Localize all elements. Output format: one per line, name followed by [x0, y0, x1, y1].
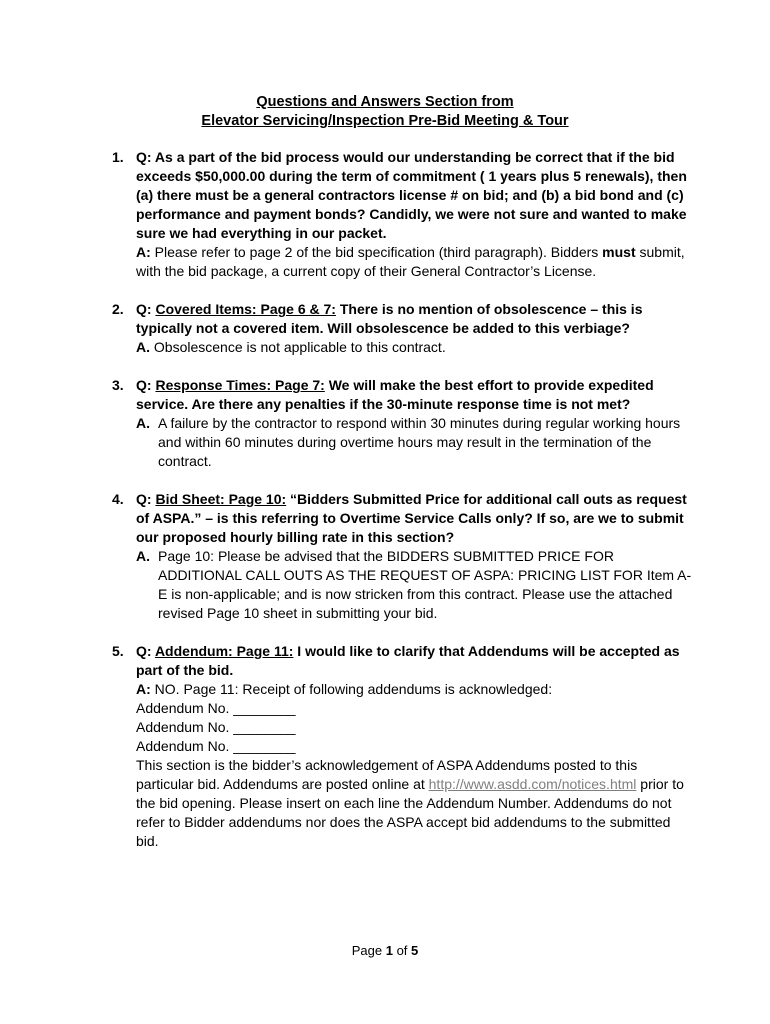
- answer-label: A:: [136, 244, 151, 260]
- question-prefix: Q:: [136, 643, 152, 659]
- answer-body: Obsolescence is not applicable to this contract.: [150, 339, 446, 355]
- doc-title-line1: Questions and Answers Section from: [256, 94, 514, 110]
- qa-item-2: [112, 300, 692, 357]
- question-prefix: Q:: [136, 301, 152, 317]
- qa-item-3: [112, 376, 692, 471]
- answer-label: A:: [136, 681, 151, 697]
- doc-title-line2: Elevator Servicing/Inspection Pre-Bid Meeting & Tour: [201, 113, 569, 129]
- question-reference: Bid Sheet: Page 10:: [155, 491, 287, 507]
- answer-body: Page 10: Please be advised that the BIDDERS SUBMITTED PRICE FOR ADDITIONAL CALL OUTS AS THE REQUEST OF ASPA: PRICING LIST FOR Item A-E is non-applicable; and is now stricken from this contract. Please use the attached revised Page 10 sheet in submitting your bid.: [158, 548, 692, 621]
- answer-label: A.: [136, 548, 150, 564]
- question-text: [136, 148, 692, 243]
- item-number: 2.: [112, 301, 124, 317]
- question-body: “Bidders Submitted Price for additional call outs as request of ASPA.” – is this referring to Overtime Service Calls only? If so, are we to submit our proposed hourly billing rate in this section?: [136, 491, 687, 545]
- answer-text: [136, 414, 692, 471]
- item-number: 3.: [112, 377, 124, 393]
- addendum-line: Addendum No. ________: [136, 700, 296, 716]
- answer-label: A.: [136, 415, 150, 431]
- item-number: 1.: [112, 149, 124, 165]
- answer-body-2: submit, with the bid package, a current copy of their General Contractor’s License.: [136, 244, 685, 279]
- note-text-2: prior to the bid opening. Please insert on each line the Addendum Number. Addendums do not refer to Bidder addendums nor does the ASPA accept bid addendums to the submitted bid.: [136, 776, 684, 849]
- page-label: Page: [351, 943, 386, 958]
- page-total: 5: [411, 943, 419, 958]
- qa-item-4: [112, 490, 692, 623]
- addendum-line: Addendum No. ________: [136, 719, 296, 735]
- question-body: We will make the best effort to provide expedited service. Are there any penalties if the 30-minute response time is not met?: [136, 377, 654, 412]
- addendum-note: [136, 756, 692, 851]
- qa-item-5: [112, 642, 692, 851]
- question-prefix: Q:: [136, 149, 152, 165]
- page-footer: [0, 943, 770, 959]
- qa-list: [112, 148, 692, 870]
- notices-link[interactable]: http://www.asdd.com/notices.html: [428, 776, 637, 792]
- question-reference: Covered Items: Page 6 & 7:: [155, 301, 336, 317]
- answer-body-1: Please refer to page 2 of the bid specification (third paragraph). Bidders: [150, 244, 603, 260]
- answer-text: [136, 338, 692, 357]
- answer-bold: must: [602, 244, 636, 260]
- addendum-line: Addendum No. ________: [136, 738, 296, 754]
- question-text: [136, 642, 692, 680]
- page-of: of: [392, 943, 412, 958]
- question-text: [136, 300, 692, 338]
- question-prefix: Q:: [136, 377, 152, 393]
- question-prefix: Q:: [136, 491, 152, 507]
- item-number: 4.: [112, 491, 124, 507]
- answer-text: [136, 680, 692, 699]
- question-body: As a part of the bid process would our understanding be correct that if the bid exceeds $50,000.00 during the term of commitment ( 1 years plus 5 renewals), then (a) there must be a general contractors license # on bid; and (b) a bid bond and (c) performance and payment bonds? Candidly, we were not sure and wanted to make sure we had everything in our packet.: [136, 149, 687, 241]
- question-body: I would like to clarify that Addendums will be accepted as part of the bid.: [136, 643, 680, 678]
- question-text: [136, 490, 692, 547]
- qa-item-1: [112, 148, 692, 281]
- answer-label: A.: [136, 339, 150, 355]
- note-text-1: This section is the bidder’s acknowledgement of ASPA Addendums posted to this particular bid. Addendums are posted online at: [136, 757, 638, 792]
- question-reference: Addendum: Page 11:: [154, 643, 294, 659]
- answer-text: [136, 243, 692, 281]
- page-number: 1: [385, 943, 393, 958]
- answer-body: NO. Page 11: Receipt of following addendums is acknowledged:: [150, 681, 553, 697]
- answer-body: A failure by the contractor to respond within 30 minutes during regular working hours and within 60 minutes during overtime hours may result in the termination of the contract.: [158, 415, 681, 469]
- question-body: There is no mention of obsolescence – this is typically not a covered item. Will obsolescence be added to this verbiage?: [136, 301, 643, 336]
- question-text: [136, 376, 692, 414]
- item-number: 5.: [112, 643, 124, 659]
- answer-text: [136, 547, 692, 623]
- question-reference: Response Times: Page 7:: [155, 377, 325, 393]
